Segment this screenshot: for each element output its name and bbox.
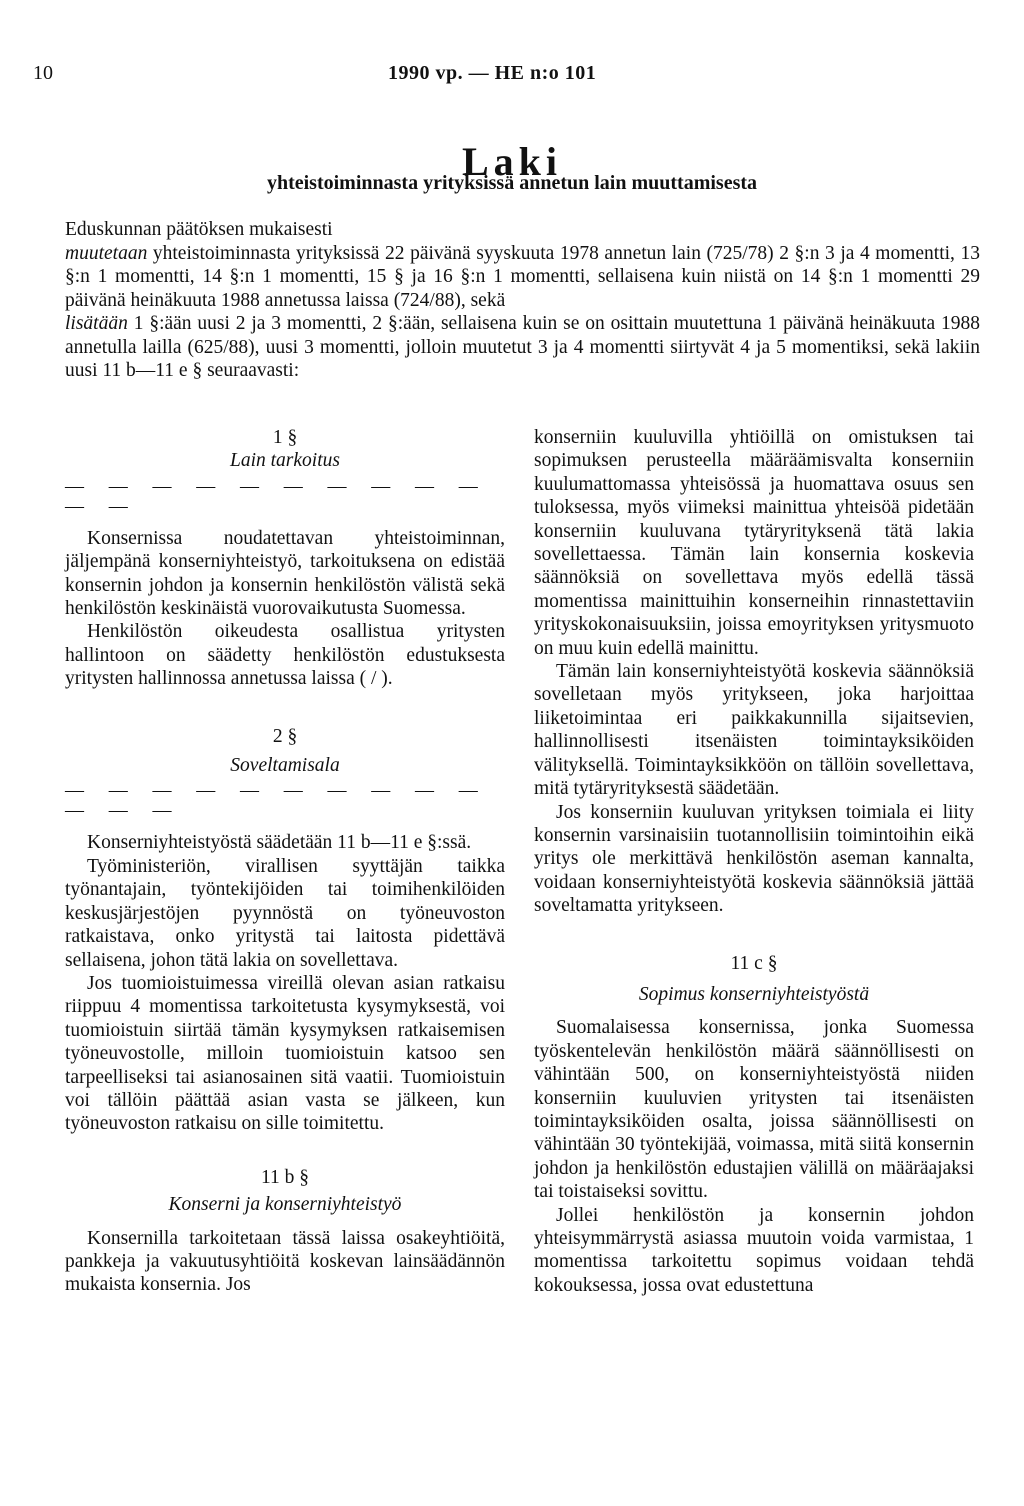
section-2-heading [65, 725, 505, 778]
preamble-amend-keyword: muutetaan [65, 242, 148, 264]
omission-dashes: — — — — — — — — — — — — [65, 475, 488, 517]
section-11b-paragraph: Jos konserniin kuuluvan yrityksen toimiala ei liity konsernin varsinaisiin tuotannollisiin toimintoihin eikä yritys ole merkittävä henkilöstön aseman kannalta, voidaan konserniyhteistyötä koskevia säännöksiä jättää soveltamatta yritykseen. [534, 801, 974, 917]
section-2-paragraph: Työministeriön, virallisen syyttäjän taikka työnantajain, työntekijöiden tai toimihenkilöiden keskusjärjestöjen pyynnöstä on työneuvoston ratkaistava, onko yritystä tai laitosta pidettävä sellaisena, johon tätä lakia on sovellettava. [65, 855, 505, 971]
section-11b-paragraph: Konsernilla tarkoitetaan tässä laissa osakeyhtiöitä, pankkeja ja vakuutusyhtiöitä koskevan lainsäädännön mukaista konsernia. Jos [65, 1227, 505, 1296]
section-11b-paragraph: Tämän lain konserniyhteistyötä koskevia säännöksiä sovelletaan myös yritykseen, joka harjoittaa liiketoimintaa eri paikkakunnilla sijaitsevien, hallinnollisesti itsenäisten toimintayksiköiden välityksellä. Toimintayksikköön on tällöin sovellettava, mitä tytäryrityksestä säädetään. [534, 661, 974, 800]
law-subtitle: yhteistoiminnasta yrityksissä annetun lain muuttamisesta [266, 172, 758, 194]
preamble-add-keyword: lisätään [65, 313, 128, 334]
running-head: 1990 vp. — HE n:o 101 [388, 62, 597, 84]
omission-dashes: — — — — — — — — — — — — — [65, 780, 488, 822]
section-1-title: Lain tarkoitus [230, 450, 340, 472]
section-1-heading [65, 426, 505, 473]
law-title: Laki [461, 139, 563, 184]
page-number: 10 [33, 62, 53, 84]
preamble [65, 218, 980, 383]
section-11c-paragraph: Suomalaisessa konsernissa, jonka Suomessa työskentelevän henkilöstön määrä säännöllisesti on vähintään 500, on konserniyhteistyöstä niiden konserniin kuuluvien yritysten tai itsenäisten toimintayksiköiden osalta, joissa säännöllisesti on vähintään 30 työntekijää, voimassa, mitä siitä konsernin johdon ja henkilöstön edustajien välillä on määräajaksi tai toistaiseksi sovittu. [534, 1017, 974, 1203]
preamble-add-clause [65, 312, 980, 383]
section-11b-number: 11 b § [260, 1166, 310, 1188]
preamble-amend-text: yhteistoiminnasta yrityksissä 22 päivänä syyskuuta 1978 annetun lain (725/78) 2 §:n 3 ja 4 momentti, 13 §:n 1 momentti, 14 §:n 1 momentti, 15 § ja 16 §:n 1 momentti, sellaisena kuin niistä on 14 §:n 1 momentti 29 päivänä heinäkuuta 1988 annetussa laissa (724/88), sekä [65, 242, 980, 311]
section-2-title: Soveltamisala [230, 755, 340, 777]
preamble-amend-clause [65, 242, 980, 313]
section-1-paragraph: Henkilöstön oikeudesta osallistua yritysten hallintoon on säädetty henkilöstön edustuksesta yritysten hallinnossa annetussa laissa ( / ). [65, 621, 505, 690]
section-2-paragraph: Jos tuomioistuimessa vireillä olevan asian ratkaisu riippuu 4 momentissa tarkoitetusta kysymyksestä, voi tuomioistuin siirtää tämän kysymyksen ratkaisemisen työneuvostolle, milloin tuomioistuin katsoo sen tarpeelliseksi tai asianosainen sitä vaatii. Tuomioistuin voi tällöin päättää asian vasta se jälkeen, kun työneuvoston ratkaisu on sille toimitettu. [65, 972, 505, 1135]
page-header [0, 62, 1024, 92]
right-column [534, 426, 974, 1297]
section-11c-title: Sopimus konserniyhteistyöstä [638, 983, 870, 1005]
preamble-enacting-clause: Eduskunnan päätöksen mukaisesti [65, 219, 333, 240]
section-11c-number: 11 c § [730, 952, 778, 974]
section-2-number: 2 § [272, 725, 298, 747]
section-11b-title: Konserni ja konserniyhteistyö [168, 1194, 402, 1216]
section-11c-heading [534, 952, 974, 1007]
left-column [65, 422, 505, 1297]
section-11b-paragraph-continued: konserniin kuuluvilla yhtiöillä on omistuksen tai sopimuksen perusteella määräämisvalta konserniin kuulumattomassa yhteisössä ja huomattava osuus sen tuloksessa, myös viimeksi mainittua yhteisöä pidetään konserniin kuuluvana tytäryrityksenä tätä lakia sovellettaessa. Tämän lain konsernia koskevia säännöksiä on sovellettava myös edellä tässä momentissa mainittuihin konserneihin rinnastettaviin yrityskokonaisuuksiin, joissa emoyrityksen yritysmuoto on muu kuin edellä mainittu. [534, 427, 974, 659]
section-2-paragraph: Konserniyhteistyöstä säädetään 11 b—11 e §:ssä. [87, 832, 472, 854]
section-1-number: 1 § [272, 427, 298, 448]
section-1-paragraph: Konsernissa noudatettavan yhteistoiminnan, jäljempänä konserniyhteistyö, tarkoituksena on edistää konsernin johdon ja konsernin henkilöstön välistä sekä henkilöstön keskinäistä vuorovaikutusta Suomessa. [65, 527, 505, 620]
section-11c-paragraph: Jollei henkilöstön ja konsernin johdon yhteisymmärrystä asiassa muutoin voida varmistaa, 1 momentissa tarkoitettu sopimus voidaan tehdä kokouksessa, jossa ovat edustettuna [534, 1204, 974, 1296]
preamble-add-text: 1 §:ään uusi 2 ja 3 momentti, 2 §:ään, sellaisena kuin se on osittain muutettuna 1 päivänä heinäkuuta 1988 annetulla lailla (625/88), uusi 3 momentti, jolloin muutetut 3 ja 4 momentti siirtyvät 4 ja 5 momentiksi, sekä lakiin uusi 11 b—11 e § seuraavasti: [65, 313, 980, 381]
section-11b-heading [65, 1166, 505, 1217]
